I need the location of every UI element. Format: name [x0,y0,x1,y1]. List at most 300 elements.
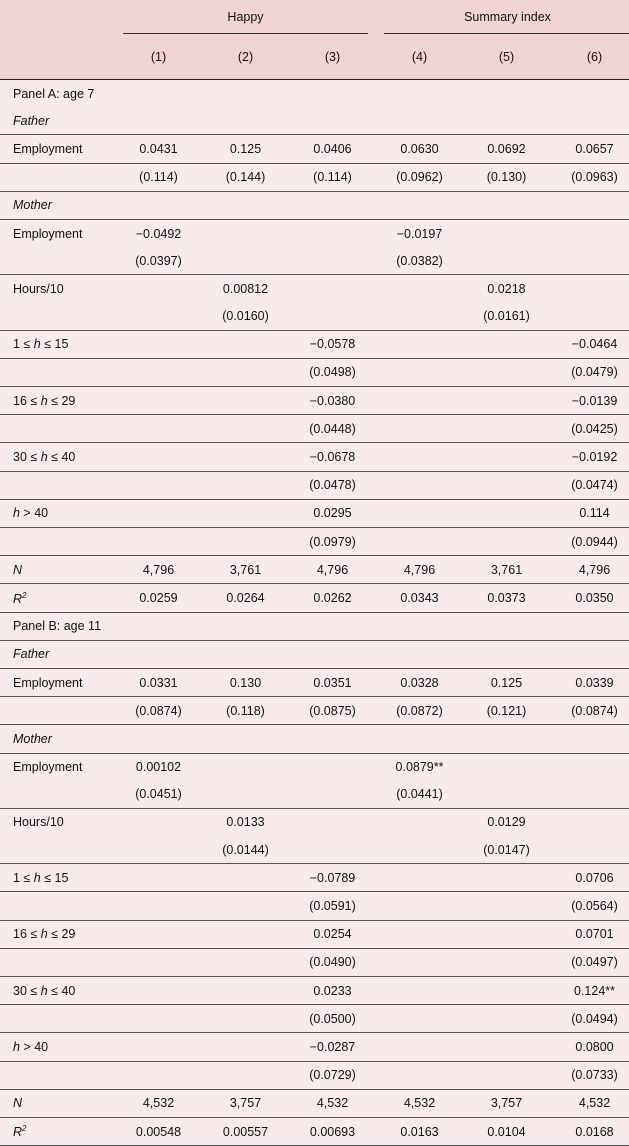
row-label: N [0,556,115,584]
table-cell: (0.0875) [289,697,376,725]
table-cell: 0.0373 [463,584,550,612]
table-cell: 0.0800 [550,1033,629,1061]
table-cell: 0.0254 [289,920,376,948]
table-cell [202,471,289,499]
table-row [0,1089,629,1117]
table-cell: (0.0147) [463,836,550,864]
table-cell: (0.0962) [376,163,463,191]
table-row [0,1005,629,1033]
table-cell [376,330,463,358]
table-cell: 0.0692 [463,135,550,163]
table-cell: (0.0494) [550,1005,629,1033]
table-cell [115,920,202,948]
table-cell [550,612,629,640]
group-header-happy-label: Happy [227,10,264,24]
table-row [0,1117,629,1145]
table-cell [463,219,550,247]
table-cell [463,471,550,499]
table-cell [115,1005,202,1033]
table-cell: 0.0657 [550,135,629,163]
table-cell [550,219,629,247]
table-cell: 3,761 [202,556,289,584]
table-row [0,725,629,753]
table-cell: −0.0287 [289,1033,376,1061]
column-header: (2) [237,49,254,64]
row-label: Mother [0,191,115,219]
table-cell: (0.0478) [289,471,376,499]
table-row [0,781,629,809]
row-label: N [0,1089,115,1117]
row-label [0,471,115,499]
table-cell: (0.0144) [202,836,289,864]
table-cell: 0.0168 [550,1117,629,1145]
table-cell [115,80,202,108]
table-cell [202,1061,289,1089]
table-cell [376,948,463,976]
table-cell [376,640,463,668]
table-cell [463,1005,550,1033]
column-header: (4) [411,49,428,64]
table-row [0,920,629,948]
table-row [0,697,629,725]
header-corner [0,0,115,34]
table-row [0,330,629,358]
table-cell [202,80,289,108]
table-cell [202,191,289,219]
table-cell [202,330,289,358]
table-cell [550,781,629,809]
table-row [0,612,629,640]
row-label [0,1005,115,1033]
table-cell: −0.0380 [289,387,376,415]
table-cell [550,107,629,135]
table-cell: 0.0262 [289,584,376,612]
table-cell: (0.0944) [550,528,629,556]
row-label: Employment [13,760,83,775]
table-cell [289,612,376,640]
table-row [0,977,629,1005]
row-label: Hours/10 [13,815,64,830]
table-cell: (0.0591) [289,892,376,920]
table-cell: 0.0163 [376,1117,463,1145]
table-cell [376,443,463,471]
table-cell: 0.0233 [289,977,376,1005]
row-label: Employment [0,135,115,163]
table-cell [463,247,550,275]
row-label: Father [0,640,115,668]
table-cell [115,612,202,640]
table-cell [289,725,376,753]
table-cell: 0.0406 [289,135,376,163]
table-cell [550,275,629,303]
table-cell [202,107,289,135]
table-cell [202,1033,289,1061]
table-cell [463,640,550,668]
table-cell [376,528,463,556]
table-cell [376,387,463,415]
table-cell [202,247,289,275]
table-row [0,1033,629,1061]
table-cell [376,303,463,331]
table-cell: (0.0160) [202,303,289,331]
row-label [0,163,115,191]
table-cell: (0.0872) [376,697,463,725]
row-label: 30 ≤ h ≤ 40 [0,977,115,1005]
row-label: h > 40 [0,1033,115,1061]
table-cell [115,864,202,892]
table-cell [376,471,463,499]
table-row [0,415,629,443]
table-cell [550,640,629,668]
table-cell [376,836,463,864]
table-cell [463,948,550,976]
table-cell [550,80,629,108]
row-label [0,528,115,556]
table-cell: 0.125 [463,668,550,696]
table-cell [115,948,202,976]
table-cell [376,892,463,920]
table-cell [376,725,463,753]
table-cell: (0.0382) [376,247,463,275]
table-cell [463,528,550,556]
table-cell [463,892,550,920]
table-cell [376,499,463,527]
table-cell [202,387,289,415]
table-cell [463,387,550,415]
table-cell: (0.144) [202,163,289,191]
table-cell: (0.0161) [463,303,550,331]
table-row [0,753,629,781]
table-cell: 0.0218 [487,281,526,296]
table-row [0,948,629,976]
table-cell [202,753,289,781]
table-row [0,528,629,556]
table-cell [289,275,376,303]
table-cell [202,640,289,668]
table-cell: (0.0733) [550,1061,629,1089]
table-cell [376,612,463,640]
table-row [0,892,629,920]
table-cell [115,107,202,135]
table-cell [202,864,289,892]
table-row [0,275,629,303]
table-cell [202,781,289,809]
row-label: Employment [13,226,83,241]
table-cell [115,836,202,864]
table-cell [289,219,376,247]
table-cell [463,1061,550,1089]
table-cell: (0.0490) [289,948,376,976]
table-cell: 0.00102 [135,760,182,775]
table-cell: 0.0350 [550,584,629,612]
table-cell: (0.114) [289,163,376,191]
table-cell [463,612,550,640]
table-cell [202,528,289,556]
table-cell [550,753,629,781]
table-cell [463,80,550,108]
table-cell: (0.0474) [550,471,629,499]
table-cell: 4,532 [376,1089,463,1117]
row-label: Panel A: age 7 [0,80,115,108]
table-cell [115,415,202,443]
table-cell [115,808,202,836]
table-cell [376,415,463,443]
column-header: (5) [498,49,515,64]
table-cell [115,725,202,753]
table-cell [115,471,202,499]
row-label: h > 40 [0,499,115,527]
row-label [0,415,115,443]
row-label: 16 ≤ h ≤ 29 [0,920,115,948]
table-cell: 0.0264 [202,584,289,612]
table-cell [463,191,550,219]
table-cell: 4,796 [115,556,202,584]
table-cell: 0.00812 [222,281,269,296]
table-cell: 0.00557 [202,1117,289,1145]
table-cell: (0.0498) [289,358,376,386]
table-cell [115,499,202,527]
table-row [0,864,629,892]
table-row [0,219,629,247]
group-header-summary-index [376,0,629,34]
table-cell [289,191,376,219]
table-cell [202,499,289,527]
table-cell [376,977,463,1005]
table-cell [202,612,289,640]
table-cell: 0.0104 [463,1117,550,1145]
table-cell [202,443,289,471]
table-cell: (0.0451) [115,781,202,809]
table-cell [463,1033,550,1061]
table-row [0,584,629,612]
table-cell [289,247,376,275]
table-cell: −0.0678 [289,443,376,471]
table-row [0,443,629,471]
table-cell [289,640,376,668]
table-cell: 0.0259 [115,584,202,612]
table-cell: −0.0197 [396,226,443,241]
table-cell: 0.00693 [289,1117,376,1145]
group-header-summary-label: Summary index [464,10,551,24]
table-row [0,163,629,191]
table-cell [376,920,463,948]
table-cell: 0.0295 [289,499,376,527]
table-cell: −0.0578 [289,330,376,358]
table-cell [202,219,289,247]
row-label [0,781,115,809]
table-cell [376,1061,463,1089]
table-cell: (0.0500) [289,1005,376,1033]
row-label [0,948,115,976]
table-cell [289,303,376,331]
row-label [0,836,115,864]
table-cell: 3,757 [463,1089,550,1117]
table-cell [376,808,463,836]
table-cell: −0.0789 [289,864,376,892]
table-cell [463,864,550,892]
table-cell [463,443,550,471]
table-cell: 0.0129 [487,815,526,830]
table-row [0,80,629,108]
table-row [0,668,629,696]
table-cell: (0.114) [115,163,202,191]
table-row [0,303,629,331]
row-label [0,303,115,331]
row-label: Hours/10 [13,281,64,296]
table-cell [376,275,463,303]
table-row [0,191,629,219]
table-cell: 0.130 [202,668,289,696]
table-cell: (0.0441) [376,781,463,809]
group-header-happy [115,0,376,34]
table-cell: 0.0133 [226,815,265,830]
table-cell [463,977,550,1005]
table-cell: (0.121) [463,697,550,725]
table-cell [376,358,463,386]
table-cell [202,358,289,386]
table-cell [115,387,202,415]
table-cell: −0.0464 [550,330,629,358]
table-header [0,0,629,80]
table-cell [202,415,289,443]
table-cell: (0.0564) [550,892,629,920]
table-cell [376,1005,463,1033]
table-cell: 0.114 [550,499,629,527]
table-cell: (0.0963) [550,163,629,191]
table-row [0,499,629,527]
table-cell: (0.0425) [550,415,629,443]
row-label: $R^2$ [0,1117,115,1145]
table-cell [463,107,550,135]
row-label: 1 ≤ h ≤ 15 [0,330,115,358]
table-cell: (0.0729) [289,1061,376,1089]
table-row [0,247,629,275]
row-label: Panel B: age 11 [0,612,115,640]
table-cell [115,892,202,920]
header-corner-2 [0,34,115,80]
column-header: (6) [586,49,603,64]
table-cell [202,725,289,753]
table-cell: 0.0331 [115,668,202,696]
row-label [0,697,115,725]
table-cell: −0.0139 [550,387,629,415]
row-label [0,247,115,275]
table-cell [115,1033,202,1061]
table-cell: (0.0397) [115,247,202,275]
table-row [0,358,629,386]
table-cell [463,499,550,527]
table-cell [115,358,202,386]
table-cell: 4,532 [289,1089,376,1117]
table-cell: 0.0328 [376,668,463,696]
table-row [0,1061,629,1089]
table-cell [550,247,629,275]
table-cell [289,808,376,836]
table-cell: 0.0630 [376,135,463,163]
table-cell: 3,757 [202,1089,289,1117]
table-cell: 0.125 [202,135,289,163]
table-cell: 0.0351 [289,668,376,696]
table-cell [550,725,629,753]
table-cell [202,1005,289,1033]
table-cell: 3,761 [463,556,550,584]
table-cell [376,80,463,108]
table-cell: 4,532 [115,1089,202,1117]
row-label [0,1061,115,1089]
table-cell [463,920,550,948]
table-cell: 0.0701 [550,920,629,948]
table-cell [463,725,550,753]
table-cell [289,781,376,809]
row-label: 30 ≤ h ≤ 40 [0,443,115,471]
table-cell: (0.0479) [550,358,629,386]
table-cell [115,303,202,331]
table-cell [202,920,289,948]
table-cell: 0.0431 [115,135,202,163]
table-cell [550,303,629,331]
row-label: Employment [0,668,115,696]
table-cell [376,107,463,135]
table-cell: 0.0879** [395,760,444,775]
table-cell: 4,796 [289,556,376,584]
table-cell [115,528,202,556]
table-cell [376,864,463,892]
table-cell: (0.0497) [550,948,629,976]
row-label: 1 ≤ h ≤ 15 [0,864,115,892]
table-cell [376,191,463,219]
table-cell [202,892,289,920]
table-cell: 4,796 [376,556,463,584]
table-cell: (0.0448) [289,415,376,443]
table-cell [202,948,289,976]
table-cell: 0.0339 [550,668,629,696]
table-cell: (0.130) [463,163,550,191]
table-cell [463,330,550,358]
table-cell: 0.124** [550,977,629,1005]
table-cell [202,977,289,1005]
table-cell [550,808,629,836]
row-label [0,892,115,920]
table-cell [463,753,550,781]
table-cell [463,781,550,809]
table-cell: 0.0706 [550,864,629,892]
table-cell: −0.0492 [135,226,182,241]
table-cell [289,836,376,864]
table-row [0,135,629,163]
table-row [0,808,629,836]
column-header: (1) [150,49,167,64]
table-cell: (0.0874) [115,697,202,725]
row-label: Father [0,107,115,135]
column-header: (3) [324,49,341,64]
row-label: $R^2$ [0,584,115,612]
table-cell [115,640,202,668]
table-cell: (0.0979) [289,528,376,556]
table-cell: 4,532 [550,1089,629,1117]
table-cell [463,415,550,443]
table-cell: 0.00548 [115,1117,202,1145]
row-label: 16 ≤ h ≤ 29 [0,387,115,415]
table-cell [115,275,202,303]
table-cell: 0.0343 [376,584,463,612]
table-cell: (0.118) [202,697,289,725]
table-cell [289,753,376,781]
table-cell [115,1061,202,1089]
table-cell [550,191,629,219]
table-cell [550,836,629,864]
table-row [0,107,629,135]
table-cell: −0.0192 [550,443,629,471]
